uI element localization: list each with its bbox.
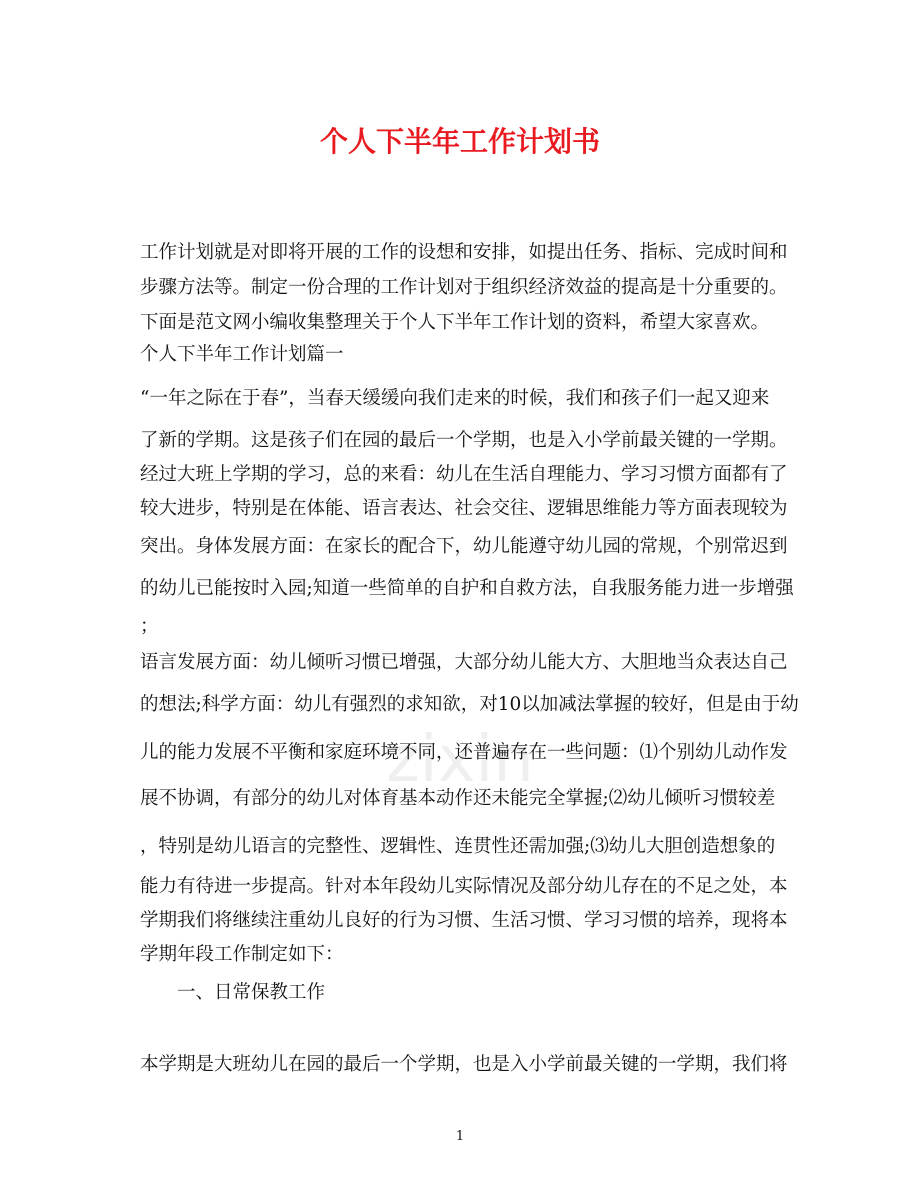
text-line: “一年之际在于春”，当春天缓缓向我们走来的时候，我们和孩子们一起又迎来 <box>140 388 770 409</box>
watermark: zixin <box>386 723 534 797</box>
text-line: 经过大班上学期的学习，总的来看：幼儿在生活自理能力、学习习惯方面都有了 <box>140 464 788 485</box>
text-line: ； <box>140 616 159 637</box>
text-line: 的幼儿已能按时入园;知道一些简单的自护和自救方法，自我服务能力进一步增强 <box>140 578 794 599</box>
text-line: 工作计划就是对即将开展的工作的设想和安排，如提出任务、指标、完成时间和 <box>140 242 788 263</box>
text-line: 步骤方法等。制定一份合理的工作计划对于组织经济效益的提高是十分重要的。 <box>140 277 788 298</box>
text-line: 本学期是大班幼儿在园的最后一个学期，也是入小学前最关键的一学期，我们将 <box>140 1054 788 1075</box>
text-line: ，特别是幼儿语言的完整性、逻辑性、连贯性还需加强;⑶幼儿大胆创造想象的 <box>140 836 776 857</box>
document-title: 个人下半年工作计划书 <box>319 125 600 158</box>
text-line: 的想法;科学方面：幼儿有强烈的求知欲，对10以加减法掌握的较好，但是由于幼 <box>140 694 799 715</box>
text-line: 学期我们将继续注重幼儿良好的行为习惯、生活习惯、学习习惯的培养，现将本 <box>140 910 788 931</box>
text-line: 较大进步，特别是在体能、语言表达、社会交往、逻辑思维能力等方面表现较为 <box>140 498 788 519</box>
text-line: 下面是范文网小编收集整理关于个人下半年工作计划的资料，希望大家喜欢。 <box>140 312 770 333</box>
text-line: 儿的能力发展不平衡和家庭环境不同，还普遍存在一些问题：⑴个别幼儿动作发 <box>140 742 788 763</box>
text-line: 能力有待进一步提高。针对本年段幼儿实际情况及部分幼儿存在的不足之处，本 <box>140 876 788 897</box>
text-line: 突出。身体发展方面：在家长的配合下，幼儿能遵守幼儿园的常规，个别常迟到 <box>140 536 788 557</box>
text-line: 展不协调，有部分的幼儿对体育基本动作还未能完全掌握;⑵幼儿倾听习惯较差 <box>140 788 776 809</box>
text-line: 了新的学期。这是孩子们在园的最后一个学期，也是入小学前最关键的一学期。 <box>140 430 788 451</box>
section-heading: 一、日常保教工作 <box>140 982 326 1003</box>
text-line: 语言发展方面：幼儿倾听习惯已增强，大部分幼儿能大方、大胆地当众表达自己 <box>140 652 788 673</box>
text-line: 学期年段工作制定如下： <box>140 944 344 965</box>
section-heading: 个人下半年工作计划篇一 <box>140 344 344 365</box>
page-number: 1 <box>455 1129 465 1144</box>
